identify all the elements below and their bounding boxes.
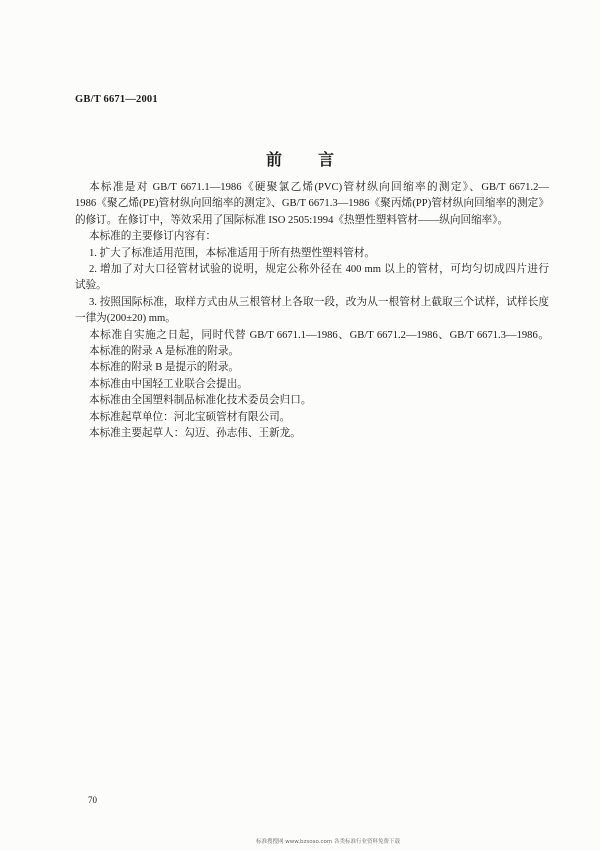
page-title: 前 言 xyxy=(265,150,344,169)
list-item-revision-2 xyxy=(75,262,549,295)
paragraph-scope-statement xyxy=(75,180,549,229)
paragraph-annex-b xyxy=(75,360,549,376)
paragraph-annex-a xyxy=(75,344,549,360)
footer-watermark: 标准搜搜网 www.bzsoso.com 各类标准行业资料免费下载 xyxy=(256,839,400,845)
paragraph-line: 的修订。在修订中，等效采用了国际标准 ISO 2505:1994《热塑性塑料管材——纵向回缩率》。 xyxy=(75,214,509,226)
standard-code-header: GB/T 6671—2001 xyxy=(75,94,158,105)
paragraph-line: 本标准起草单位：河北宝硕管材有限公司。 xyxy=(89,411,291,423)
paragraph-line: 本标准的附录 A 是标准的附录。 xyxy=(89,346,240,358)
list-item-revision-1 xyxy=(75,246,549,262)
paragraph-line: 本标准的附录 B 是提示的附录。 xyxy=(89,362,240,374)
paragraph-drafters xyxy=(75,426,549,442)
paragraph-line: 本标准自实施之日起，同时代替 GB/T 6671.1—1986、GB/T 6671.2—1986、GB/T 6671.3—1986。 xyxy=(89,329,549,341)
paragraph-drafting-unit xyxy=(75,410,549,426)
paragraph-line: 本标准是对 GB/T 6671.1—1986《硬聚氯乙烯(PVC)管材纵向回缩率的测定》、GB/T 6671.2— xyxy=(89,182,549,193)
paragraph-revision-intro xyxy=(75,229,549,245)
page-number: 70 xyxy=(88,795,97,805)
paragraph-committee xyxy=(75,393,549,409)
paragraph-replacement xyxy=(75,328,549,344)
paragraph-line: 试验。 xyxy=(75,280,107,292)
paragraph-line: 本标准由中国轻工业联合会提出。 xyxy=(89,378,248,390)
paragraph-line: 3. 按照国际标准，取样方式由从三根管材上各取一段，改为从一根管材上截取三个试样，试样长度 xyxy=(89,296,549,308)
paragraph-proposer xyxy=(75,377,549,393)
paragraph-line: 本标准主要起草人：勾迈、孙志伟、王新龙。 xyxy=(89,428,301,440)
paragraph-line: 本标准由全国塑料制品标准化技术委员会归口。 xyxy=(89,395,312,407)
paragraph-line: 一律为(200±20) mm。 xyxy=(75,313,176,325)
paragraph-line: 1986《聚乙烯(PE)管材纵向回缩率的测定》、GB/T 6671.3—1986《聚丙烯(PP)管材纵向回缩率的测定》 xyxy=(75,198,549,210)
paragraph-line: 1. 扩大了标准适用范围，本标准适用于所有热塑性塑料管材。 xyxy=(89,247,376,259)
paragraph-line: 本标准的主要修订内容有： xyxy=(89,231,217,243)
paragraph-line: 2. 增加了对大口径管材试验的说明，规定公称外径在 400 mm 以上的管材，可均匀切成四片进行 xyxy=(89,264,549,276)
foreword-body xyxy=(75,180,549,443)
list-item-revision-3 xyxy=(75,295,549,328)
